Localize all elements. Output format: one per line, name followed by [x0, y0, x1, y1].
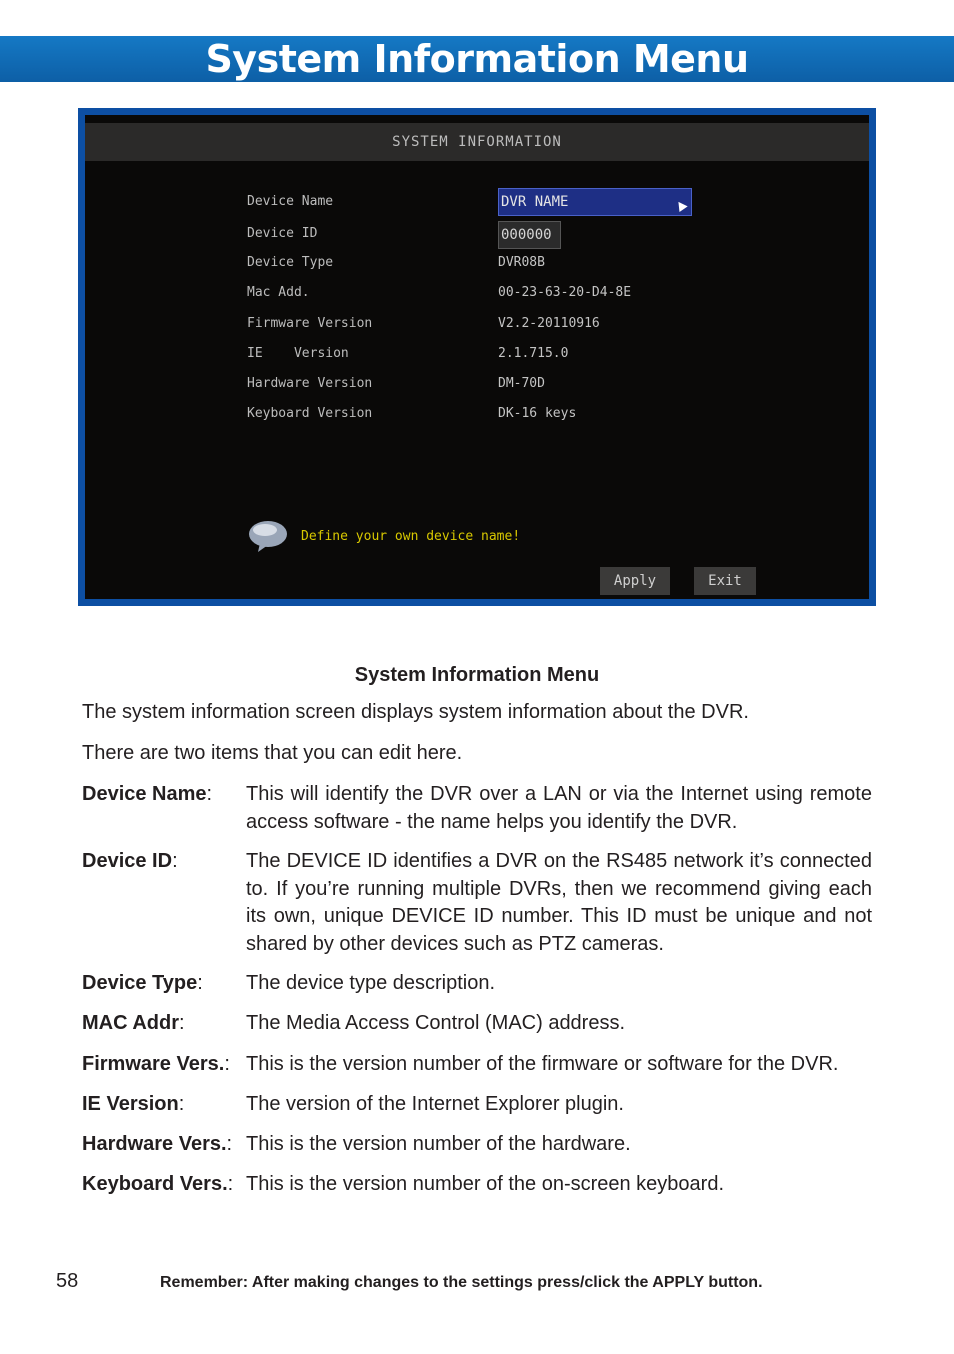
- footer-note: Remember: After making changes to the settings press/click the APPLY button.: [160, 1274, 763, 1291]
- title-banner: [0, 36, 954, 82]
- row-hardware-version: [85, 372, 869, 398]
- value-device-type: DVR08B: [498, 255, 545, 270]
- exit-button[interactable]: Exit: [694, 567, 756, 595]
- desc-ie-version: The version of the Internet Explorer plugin.: [246, 1093, 624, 1115]
- label-ie-version: IE Version: [247, 346, 349, 361]
- term-keyboard-vers: Keyboard Vers.: [82, 1173, 228, 1195]
- label-mac-address: Mac Add.: [247, 285, 310, 300]
- screen-header: [85, 123, 869, 161]
- row-device-type: [85, 251, 869, 277]
- value-hardware-version: DM-70D: [498, 376, 545, 391]
- term-mac-addr: MAC Addr: [82, 1012, 180, 1034]
- term-ie-version: IE Version: [82, 1093, 179, 1115]
- tip-text: Define your own device name!: [301, 529, 521, 544]
- desc-device-name: This will identify the DVR over a LAN or via the Internet using remote access software - the name helps you identify the DVR.: [246, 783, 872, 833]
- intro-paragraph-2: There are two items that you can edit here.: [82, 742, 463, 764]
- dvr-screen: [85, 115, 869, 599]
- page-number: 58: [56, 1270, 79, 1292]
- term-firmware-vers: Firmware Vers.: [82, 1053, 225, 1075]
- term-device-id: Device ID: [82, 850, 173, 872]
- value-keyboard-version: DK-16 keys: [498, 406, 577, 421]
- row-device-name: [85, 188, 869, 214]
- speech-bubble-icon: [248, 519, 288, 553]
- page-title: System Information Menu: [205, 37, 749, 81]
- label-device-id: Device ID: [247, 226, 318, 241]
- intro-paragraph-1: The system information screen displays system information about the DVR.: [82, 701, 749, 723]
- value-ie-version: 2.1.715.0: [498, 346, 569, 361]
- label-device-type: Device Type: [247, 255, 334, 270]
- value-mac-address: 00-23-63-20-D4-8E: [498, 285, 632, 300]
- screen-title: SYSTEM INFORMATION: [392, 134, 562, 150]
- row-ie-version: [85, 342, 869, 368]
- value-firmware-version: V2.2-20110916: [498, 316, 600, 331]
- label-keyboard-version: Keyboard Version: [247, 406, 373, 421]
- row-keyboard-version: [85, 402, 869, 428]
- row-device-id: [85, 221, 869, 247]
- device-id-input[interactable]: 000000: [498, 221, 561, 249]
- section-heading: System Information Menu: [354, 664, 600, 686]
- desc-device-id: The DEVICE ID identifies a DVR on the RS485 network it’s connected to. If you’re running multiple DVRs, then we recommend giving each its own, unique DEVICE ID number. This ID must be unique and not shared by other devices such as PTZ cameras.: [246, 850, 872, 955]
- label-device-name: Device Name: [247, 194, 334, 209]
- device-name-input[interactable]: DVR NAME: [498, 188, 692, 216]
- dvr-screenshot-frame: [78, 108, 876, 606]
- desc-hardware-vers: This is the version number of the hardware.: [246, 1133, 631, 1155]
- row-firmware-version: [85, 312, 869, 338]
- desc-device-type: The device type description.: [246, 972, 496, 994]
- apply-button[interactable]: Apply: [600, 567, 670, 595]
- term-hardware-vers: Hardware Vers.: [82, 1133, 227, 1155]
- label-firmware-version: Firmware Version: [247, 316, 373, 331]
- row-mac-address: [85, 281, 869, 307]
- desc-mac-addr: The Media Access Control (MAC) address.: [246, 1012, 626, 1034]
- desc-firmware-vers: This is the version number of the firmware or software for the DVR.: [246, 1053, 839, 1075]
- label-hardware-version: Hardware Version: [247, 376, 373, 391]
- term-device-name: Device Name: [82, 783, 207, 805]
- desc-keyboard-vers: This is the version number of the on-screen keyboard.: [246, 1173, 725, 1195]
- term-device-type: Device Type: [82, 972, 198, 994]
